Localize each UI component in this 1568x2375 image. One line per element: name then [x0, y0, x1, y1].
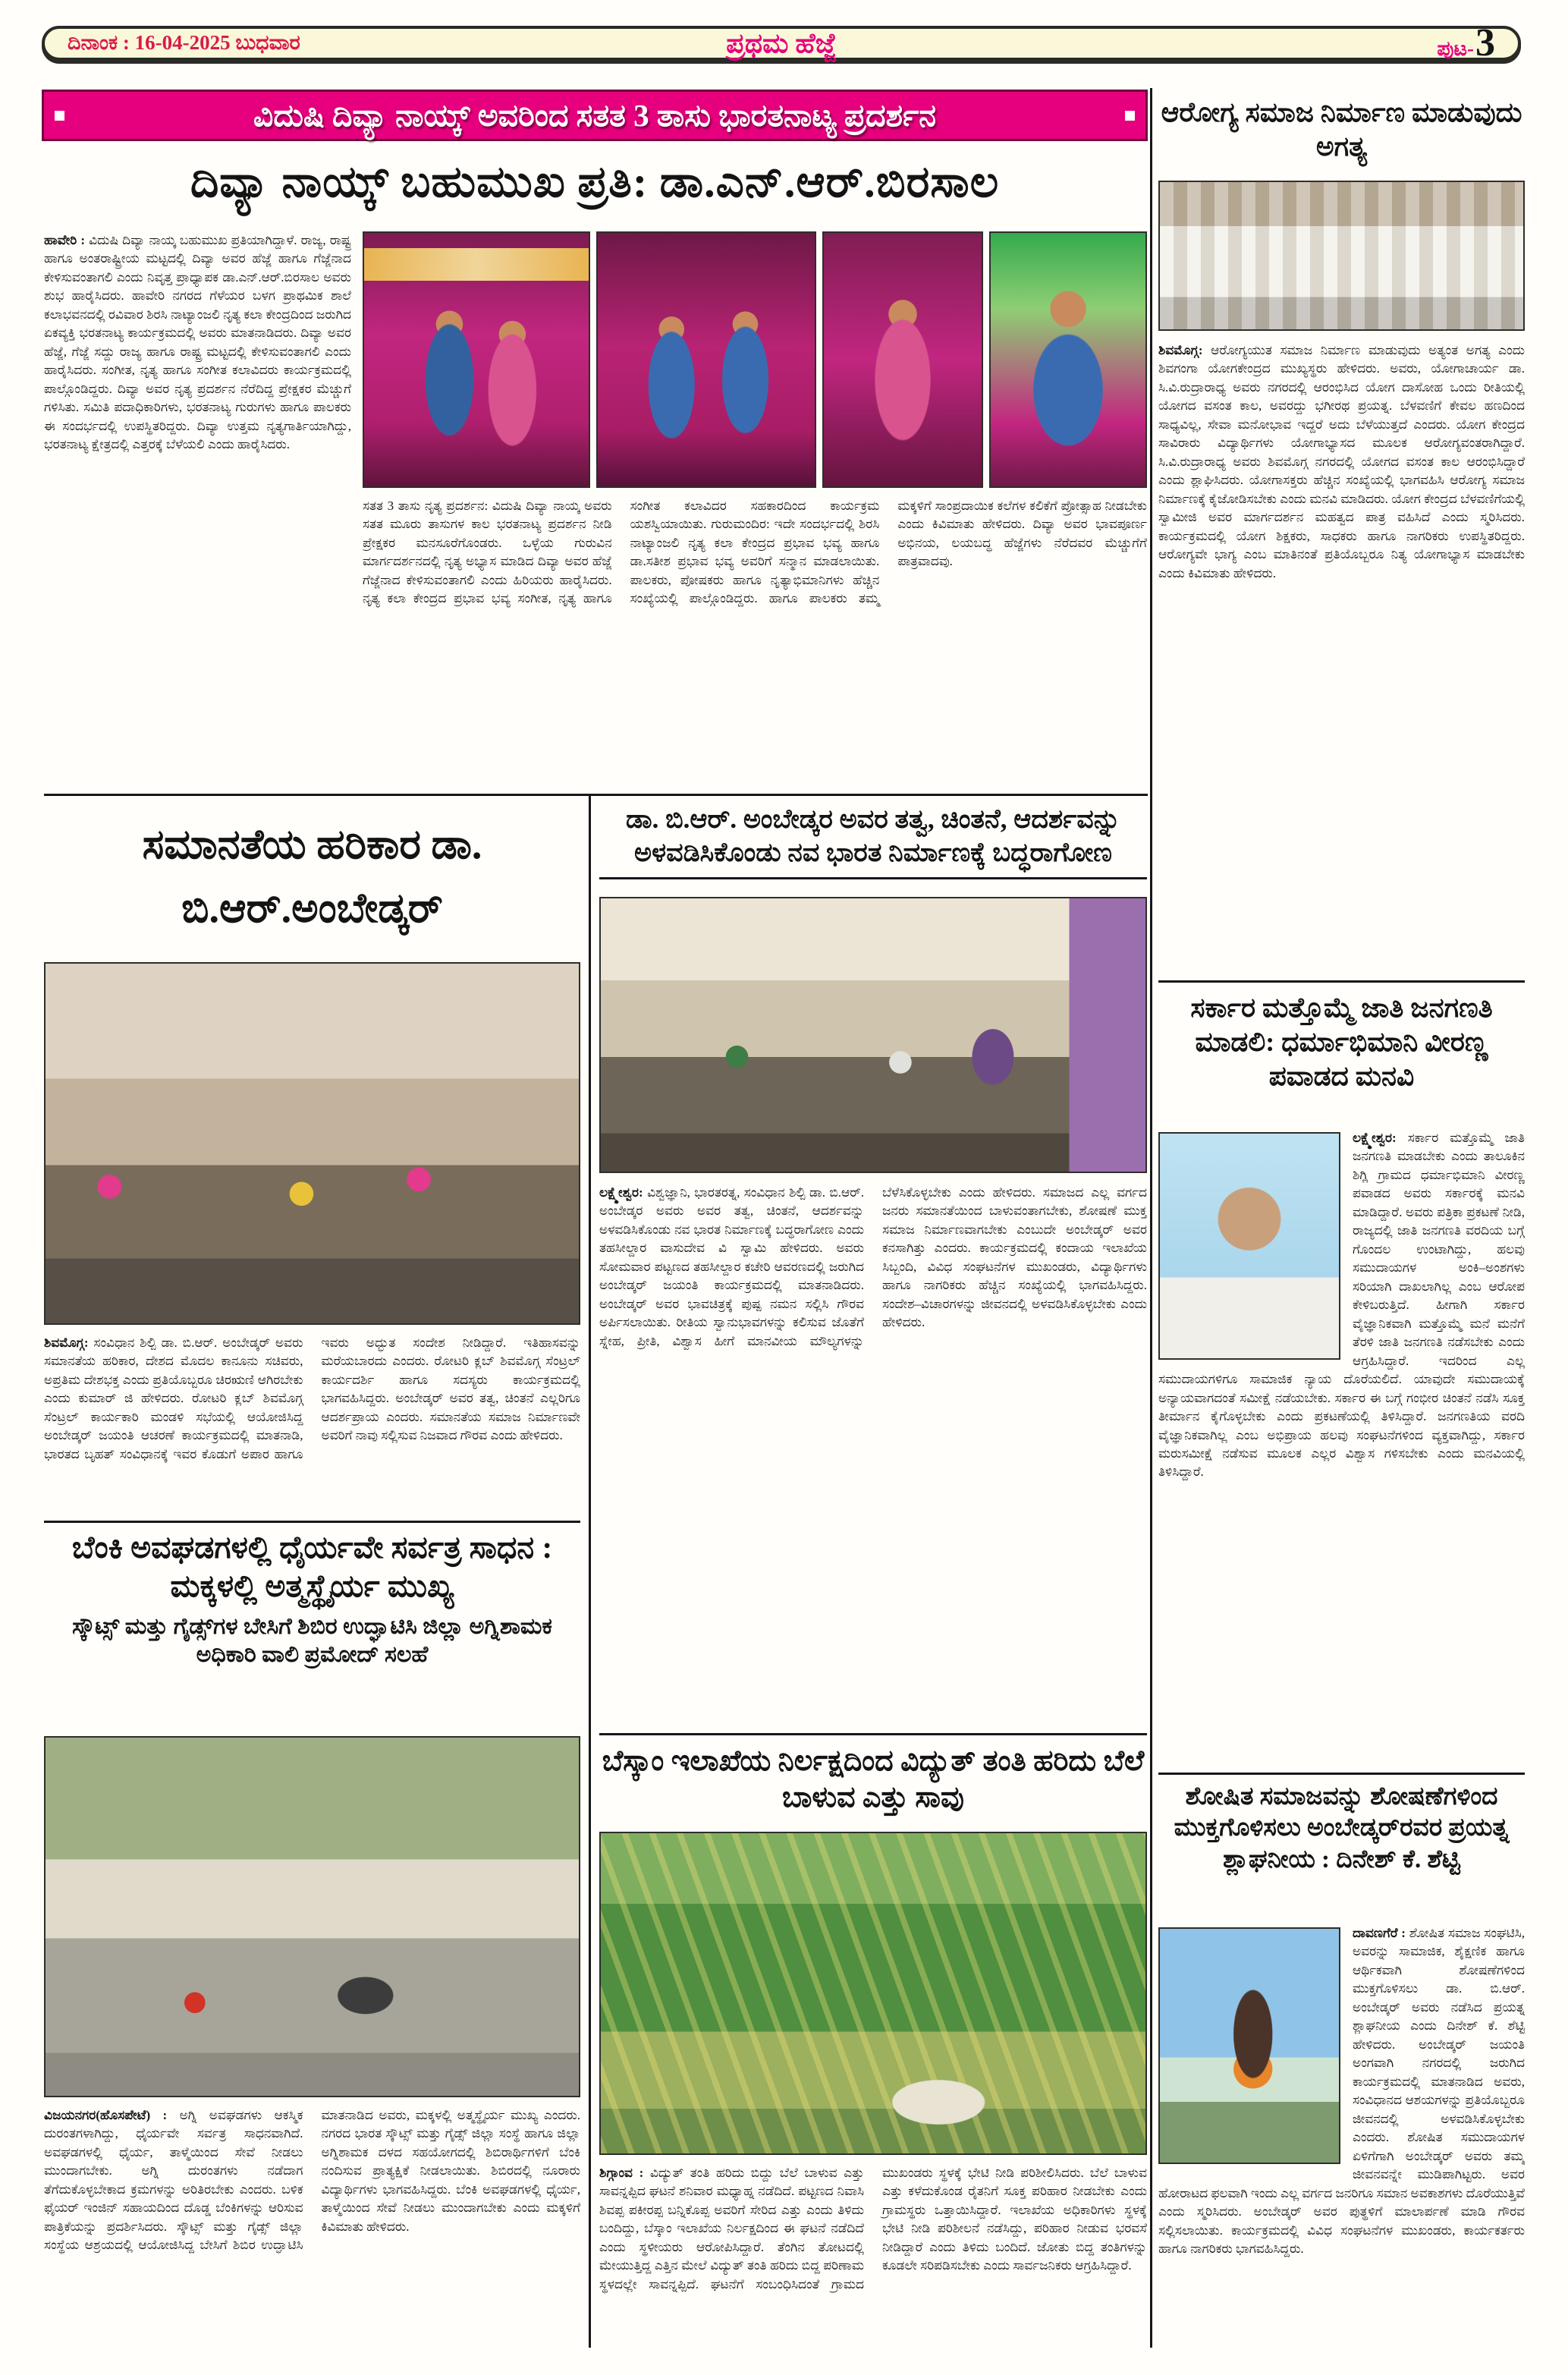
bottom-left-subhead: ಸ್ಕೌಟ್ಸ್ ಮತ್ತು ಗೈಡ್ಸ್‌ಗಳ ಬೇಸಿಗೆ ಶಿಬಿರ ಉದ್ಘಾಟಿಸಿ ಜಿಲ್ಲಾ ಅಗ್ನಿಶಾಮಕ ಅಧಿಕಾರಿ ವಾಲಿ ಪ್ರಮೋದ್ ಸಲಹೆ — [72, 1613, 552, 1667]
photo-rotary-meeting — [44, 962, 580, 1325]
bottom-right-dateline: ದಾವಣಗೆರೆ : — [1353, 1926, 1406, 1940]
bottom-left-headline: ಬೆಂಕಿ ಅವಘಡಗಳಲ್ಲಿ ಧೈರ್ಯವೇ ಸರ್ವತ್ರ ಸಾಧನ : ಮಕ್ಕಳಲ್ಲಿ ಅತ್ಮಸ್ಥೈರ್ಯ ಮುಖ್ಯ — [71, 1530, 553, 1604]
bottom-center-divider — [599, 1733, 1147, 1735]
bottom-left-dateline: ವಿಜಯನಗರ(ಹೊಸಪೇಟೆ) : — [44, 2108, 168, 2122]
center-body-text: ವಿಶ್ವಜ್ಞಾನಿ, ಭಾರತರತ್ನ, ಸಂವಿಧಾನ ಶಿಲ್ಪಿ ಡಾ. ಬಿ.ಆರ್. ಅಂಬೇಡ್ಕರ ಅವರು ಅವರ ತತ್ವ, ಚಿಂತನೆ, ಆದರ್ಶವನ್ನು ಅಳವಡಿಸಿಕೊಂಡು ನವ ಭಾರತ ನಿರ್ಮಾಣಕ್ಕೆ ಬದ್ಧರಾಗೋಣ ಎಂದು ತಹಸೀಲ್ದಾರ ವಾಸುದೇವ ವಿ ಸ್ವಾಮಿ ಹೇಳಿದರು. ಅವರು ಸೋಮವಾರ ಪಟ್ಟಣದ ತಹಸೀಲ್ದಾರ ಕಚೇರಿ ಆವರಣದಲ್ಲಿ ಜರುಗಿದ ಅಂಬೇಡ್ಕರ್ ಜಯಂತಿ ಕಾರ್ಯಕ್ರಮದಲ್ಲಿ ಮಾತನಾಡಿದರು. ಅಂಬೇಡ್ಕರ್ ಅವರ ಭಾವಚಿತ್ರಕ್ಕೆ ಪುಷ್ಪ ನಮನ ಸಲ್ಲಿಸಿ ಗೌರವ ಅರ್ಪಿಸಲಾಯಿತು. ರೀತಿಯ ಸ್ವಾನುಭಾವಗಳನ್ನು ಕಲಿಸುವ ಜೊತೆಗೆ ಸ್ನೇಹ, ಪ್ರೀತಿ, ವಿಶ್ವಾಸ ಹೀಗೆ ಮಾನವೀಯ ಮೌಲ್ಯಗಳನ್ನು ಬೆಳೆಸಿಕೊಳ್ಳಬೇಕು ಎಂದು ಹೇಳಿದರು. ಸಮಾಜದ ಎಲ್ಲ ವರ್ಗದ ಜನರು ಸಮಾನತೆಯಿಂದ ಬಾಳುವಂತಾಗಬೇಕು, ಶೋಷಣೆ ಮುಕ್ತ ಸಮಾಜ ನಿರ್ಮಾಣವಾಗಬೇಕು ಎಂಬುದೇ ಅಂಬೇಡ್ಕರ್ ಅವರ ಕನಸಾಗಿತ್ತು ಎಂದರು. ಕಾರ್ಯಕ್ರಮದಲ್ಲಿ ಕಂದಾಯ ಇಲಾಖೆಯ ಸಿಬ್ಬಂದಿ, ವಿವಿಧ ಸಂಘಟನೆಗಳ ಮುಖಂಡರು, ವಿದ್ಯಾರ್ಥಿಗಳು ಹಾಗೂ ನಾಗರಿಕರು ಹೆಚ್ಚಿನ ಸಂಖ್ಯೆಯಲ್ಲಿ ಭಾಗವಹಿಸಿದ್ದರು. ಸಂದೇಶ–ವಿಚಾರಗಳನ್ನು ಜೀವನದಲ್ಲಿ ಅಳವಡಿಸಿಕೊಳ್ಳಬೇಕು ಎಂದು ಹೇಳಿದರು. — [599, 1185, 1147, 1348]
photo-bharatanatyam-solo — [822, 231, 983, 488]
lead-headline: ದಿವ್ಯಾ ನಾಯ್ಕ್ ಬಹುಮುಖ ಪ್ರತಿ: ಡಾ.ಎನ್.ಆರ್.ಬಿರಸಾಲ — [190, 157, 1000, 206]
bottom-right-body-text: ಶೋಷಿತ ಸಮಾಜ ಸಂಘಟಿಸಿ, ಅವರನ್ನು ಸಾಮಾಜಿಕ, ಶೈಕ್ಷಣಿಕ ಹಾಗೂ ಆರ್ಥಿಕವಾಗಿ ಶೋಷಣೆಗಳಿಂದ ಮುಕ್ತಗೊಳಿಸಲು ಡಾ. ಬಿ.ಆರ್. ಅಂಬೇಡ್ಕರ್ ಅವರು ನಡೆಸಿದ ಪ್ರಯತ್ನ ಶ್ಲಾಘನೀಯ ಎಂದು ದಿನೇಶ್ ಕೆ. ಶೆಟ್ಟಿ ಹೇಳಿದರು. ಅಂಬೇಡ್ಕರ್ ಜಯಂತಿ ಅಂಗವಾಗಿ ನಗರದಲ್ಲಿ ಜರುಗಿದ ಕಾರ್ಯಕ್ರಮದಲ್ಲಿ ಮಾತನಾಡಿದ ಅವರು, ಸಂವಿಧಾನದ ಆಶಯಗಳನ್ನು ಪ್ರತಿಯೊಬ್ಬರೂ ಜೀವನದಲ್ಲಿ ಅಳವಡಿಸಿಕೊಳ್ಳಬೇಕು ಎಂದರು. ಶೋಷಿತ ಸಮುದಾಯಗಳ ಏಳಿಗೆಗಾಗಿ ಅಂಬೇಡ್ಕರ್ ಅವರು ತಮ್ಮ ಜೀವನವನ್ನೇ ಮುಡಿಪಾಗಿಟ್ಟರು. ಅವರ ಹೋರಾಟದ ಫಲವಾಗಿ ಇಂದು ಎಲ್ಲ ವರ್ಗದ ಜನರಿಗೂ ಸಮಾನ ಅವಕಾಶಗಳು ದೊರೆಯುತ್ತಿವೆ ಎಂದು ಸ್ಮರಿಸಿದರು. ಅಂಬೇಡ್ಕರ್ ಅವರ ಪುತ್ಥಳಿಗೆ ಮಾಲಾರ್ಪಣೆ ಮಾಡಿ ಗೌರವ ಸಲ್ಲಿಸಲಾಯಿತು. ಕಾರ್ಯಕ್ರಮದಲ್ಲಿ ವಿವಿಧ ಸಂಘಟನೆಗಳ ಮುಖಂಡರು, ಕಾರ್ಯಕರ್ತರು ಹಾಗೂ ನಾಗರಿಕರು ಭಾಗವಹಿಸಿದ್ದರು. — [1158, 1926, 1525, 2256]
lead-banner — [42, 90, 1148, 141]
mid-left-body — [44, 1334, 580, 1516]
photo-veeranna-portrait — [1158, 1132, 1340, 1360]
page-number — [1437, 21, 1495, 64]
bottom-right-body — [1158, 1924, 1525, 2346]
date-label: ದಿನಾಂಕ : 16-04-2025 ಬುಧವಾರ — [68, 31, 300, 54]
page-label: ಪುಟ- — [1437, 37, 1474, 60]
right-top-body-text: ಆರೋಗ್ಯಯುತ ಸಮಾಜ ನಿರ್ಮಾಣ ಮಾಡುವುದು ಅತ್ಯಂತ ಅಗತ್ಯ ಎಂದು ಶಿವಗಂಗಾ ಯೋಗಕೇಂದ್ರದ ಮುಖ್ಯಸ್ಥರು ಹೇಳಿದರು. ಅವರು, ಯೋಗಾಚಾರ್ಯ ಡಾ. ಸಿ.ವಿ.ರುದ್ರಾರಾಧ್ಯ ಅವರು ನಗರದಲ್ಲಿ ಆರಂಭಿಸಿದ ಯೋಗ ದಾಸೋಹ ಒಂದು ರೀತಿಯಲ್ಲಿ ಯೋಗದ ವಸಂತ ಕಾಲ, ಅವರದ್ದು ಭಗೀರಥ ಪ್ರಯತ್ನ. ಬೆಳವಣಿಗೆ ಕೇವಲ ಹಣದಿಂದ ಸಾಧ್ಯವಿಲ್ಲ, ಸೇವಾ ಮನೋಭಾವ ಇದ್ದರೆ ಅದು ಬೆಳೆಯುತ್ತದೆ ಎಂದರು. ಯೋಗ ಕೇಂದ್ರದ ಸಾವಿರಾರು ವಿದ್ಯಾರ್ಥಿಗಳು ಯೋಗಾಭ್ಯಾಸದ ಮೂಲಕ ಆರೋಗ್ಯವಂತರಾಗಿದ್ದಾರೆ. ಸಿ.ವಿ.ರುದ್ರಾರಾಧ್ಯ ಅವರು ಶಿವಮೊಗ್ಗ ನಗರದಲ್ಲಿ ಯೋಗದ ವಸಂತ ಕಾಲ ಆರಂಭಿಸಿದ್ದಾರೆ ಎಂದು ಶ್ಲಾಘಿಸಿದರು. ಯೋಗಾಸಕ್ತರು ಹೆಚ್ಚಿನ ಸಂಖ್ಯೆಯಲ್ಲಿ ಭಾಗವಹಿಸಿ ಆರೋಗ್ಯ ಸಮಾಜ ನಿರ್ಮಾಣಕ್ಕೆ ಕೈಜೋಡಿಸಬೇಕು ಎಂದು ಮನವಿ ಮಾಡಿದರು. ಯೋಗ ಕೇಂದ್ರದ ಬೆಳವಣಿಗೆಯಲ್ಲಿ ಸ್ವಾಮೀಜಿ ಅವರ ಮಾರ್ಗದರ್ಶನ ಮಹತ್ವದ ಪಾತ್ರ ವಹಿಸಿದೆ ಎಂದು ಸ್ಮರಿಸಿದರು. ಕಾರ್ಯಕ್ರಮದಲ್ಲಿ ಯೋಗ ಶಿಕ್ಷಕರು, ಸಾಧಕರು ಹಾಗೂ ನಾಗರಿಕರು ಉಪಸ್ಥಿತರಿದ್ದರು. ಆರೋಗ್ಯವೇ ಭಾಗ್ಯ ಎಂಬ ಮಾತಿನಂತೆ ಪ್ರತಿಯೊಬ್ಬರೂ ನಿತ್ಯ ಯೋಗಾಭ್ಯಾಸ ಮಾಡಬೇಕು ಎಂದು ಕಿವಿಮಾತು ಹೇಳಿದರು. — [1158, 343, 1525, 580]
mid-left-body-text: ಸಂವಿಧಾನ ಶಿಲ್ಪಿ ಡಾ. ಬಿ.ಆರ್. ಅಂಬೇಡ್ಕರ್ ಅವರು ಸಮಾನತೆಯ ಹರಿಕಾರ, ದೇಶದ ಮೊದಲ ಕಾನೂನು ಸಚಿವರು, ಅಪ್ರತಿಮ ದೇಶಭಕ್ತ ಎಂದು ಪ್ರತಿಯೊಬ್ಬರೂ ಚಿರಋಣಿ ಆಗಿರಬೇಕು ಎಂದು ಕುಮಾರ್ ಜಿ ಹೇಳಿದರು. ರೋಟರಿ ಕ್ಲಬ್ ಶಿವಮೊಗ್ಗ ಸೆಂಟ್ರಲ್ ಕಾರ್ಯಕಾರಿ ಮಂಡಳಿ ಸಭೆಯಲ್ಲಿ ಆಯೋಜಿಸಿದ್ದ ಅಂಬೇಡ್ಕರ್ ಜಯಂತಿ ಆಚರಣೆ ಕಾರ್ಯಕ್ರಮದಲ್ಲಿ ಮಾತನಾಡಿ, ಭಾರತದ ಬೃಹತ್ ಸಂವಿಧಾನಕ್ಕೆ ಇವರ ಕೊಡುಗೆ ಅಪಾರ ಹಾಗೂ ಇವರು ಅದ್ಭುತ ಸಂದೇಶ ನೀಡಿದ್ದಾರೆ. ಇತಿಹಾಸವನ್ನು ಮರೆಯಬಾರದು ಎಂದರು. ರೋಟರಿ ಕ್ಲಬ್ ಶಿವಮೊಗ್ಗ ಸೆಂಟ್ರಲ್ ಕಾರ್ಯದರ್ಶಿ ಹಾಗೂ ಸದಸ್ಯರು ಕಾರ್ಯಕ್ರಮದಲ್ಲಿ ಭಾಗವಹಿಸಿದ್ದರು. ಅಂಬೇಡ್ಕರ್ ಅವರ ತತ್ವ, ಚಿಂತನೆ ಎಲ್ಲರಿಗೂ ಆದರ್ಶಪ್ರಾಯ ಎಂದರು. ಸಮಾನತೆಯ ಸಮಾಜ ನಿರ್ಮಾಣವೇ ಅವರಿಗೆ ನಾವು ಸಲ್ಲಿಸುವ ನಿಜವಾದ ಗೌರವ ಎಂದು ಹೇಳಿದರು. — [44, 1335, 580, 1461]
bottom-right-headline: ಶೋಷಿತ ಸಮಾಜವನ್ನು ಶೋಷಣೆಗಳಿಂದ ಮುಕ್ತಗೊಳಿಸಲು ಅಂಬೇಡ್ಕರ್‌ರವರ ಪ್ರಯತ್ನ ಶ್ಲಾಘನೀಯ : ದಿನೇಶ್ ಕೆ. ಶೆಟ್ಟಿ — [1174, 1783, 1510, 1873]
right-bottom-divider — [1158, 1773, 1525, 1775]
center-body — [599, 1184, 1147, 1729]
photo-dancer-closeup — [989, 231, 1147, 488]
right-caste-dateline: ಲಕ್ಷ್ಮೇಶ್ವರ: — [1353, 1131, 1397, 1145]
right-caste-headline: ಸರ್ಕಾರ ಮತ್ತೊಮ್ಮೆ ಜಾತಿ ಜನಗಣತಿ ಮಾಡಲಿ: ಧರ್ಮಾಭಿಮಾನಿ ವೀರಣ್ಣ ಪವಾಡದ ಮನವಿ — [1190, 992, 1493, 1091]
bottom-left-body — [44, 2106, 580, 2346]
page-number-value: 3 — [1475, 21, 1495, 64]
center-headline: ಡಾ. ಬಿ.ಆರ್. ಅಂಬೇಡ್ಕರ ಅವರ ತತ್ವ, ಚಿಂತನೆ, ಆದರ್ಶವನ್ನು ಅಳವಡಿಸಿಕೊಂಡು ನವ ಭಾರತ ನಿರ್ಮಾಣಕ್ಕೆ ಬದ್ಧರಾಗೋಣ — [599, 803, 1147, 879]
bottom-center-headline: ಬೆಸ್ಕಾಂ ಇಲಾಖೆಯ ನಿರ್ಲಕ್ಷದಿಂದ ವಿದ್ಯುತ್ ತಂತಿ ಹರಿದು ಬೆಲೆ ಬಾಳುವ ಎತ್ತು ಸಾವು — [602, 1745, 1145, 1813]
lead-body-left-text: ವಿದುಷಿ ದಿವ್ಯಾ ನಾಯ್ಕ ಬಹುಮುಖ ಪ್ರತಿಯಾಗಿದ್ದಾಳೆ. ರಾಜ್ಯ, ರಾಷ್ಟ್ರ ಹಾಗೂ ಅಂತರಾಷ್ಟ್ರೀಯ ಮಟ್ಟದಲ್ಲಿ ದಿವ್ಯಾ ಅವರ ಹೆಜ್ಜೆ ಹಾಗೂ ಗೆಜ್ಜೆನಾದ ಕೇಳಿಸುವಂತಾಗಲಿ ಎಂದು ನಿವೃತ್ತ ಪ್ರಾಧ್ಯಾಪಕ ಡಾ.ಎನ್.ಆರ್.ಬಿರಸಾಲ ಅವರು ಶುಭ ಹಾರೈಸಿದರು. ಹಾವೇರಿ ನಗರದ ಗೆಳೆಯರ ಬಳಗ ಪ್ರಾಥಮಿಕ ಶಾಲೆ ಕಲಾಭವನದಲ್ಲಿ ರವಿವಾರ ಶಿರಸಿ ನಾಟ್ಯಾಂಜಲಿ ನೃತ್ಯ ಕಲಾ ಕೇಂದ್ರದಿಂದ ಜರುಗಿದ ಏಕವ್ಯಕ್ತಿ ಭರತನಾಟ್ಯ ಕಾರ್ಯಕ್ರಮದಲ್ಲಿ ಅವರು ಮಾತನಾಡಿದರು. ದಿವ್ಯಾ ಅವರ ಹೆಜ್ಜೆ, ಗೆಜ್ಜೆ ಸದ್ದು ರಾಜ್ಯ ಹಾಗೂ ರಾಷ್ಟ್ರ ಮಟ್ಟದಲ್ಲಿ ಕೇಳಿಸುವಂತಾಗಲಿ ಎಂದು ಹಾರೈಸಿದರು. ಸಂಗೀತ, ನೃತ್ಯ ಹಾಗೂ ಸಂಗೀತ ಕಲಾವಿದರು ಕಾರ್ಯಕ್ರಮದಲ್ಲಿ ಪಾಲ್ಗೊಂಡಿದ್ದರು. ದಿವ್ಯಾ ಅವರ ನೃತ್ಯ ಪ್ರದರ್ಶನ ನೆರೆದಿದ್ದ ಪ್ರೇಕ್ಷಕರ ಮೆಚ್ಚುಗೆ ಗಳಿಸಿತು. ಸಮಿತಿ ಪದಾಧಿಕಾರಿಗಳು, ಭರತನಾಟ್ಯ ಗುರುಗಳು ಹಾಗೂ ಪಾಲಕರು ಈ ಸಂದರ್ಭದಲ್ಲಿ ಉಪಸ್ಥಿತರಿದ್ದರು. ದಿವ್ಯಾ ಉತ್ತಮ ನೃತ್ಯಗಾರ್ತಿಯಾಗಿದ್ದು, ಭರತನಾಟ್ಯ ಕ್ಷೇತ್ರದಲ್ಲಿ ಎತ್ತರಕ್ಕೆ ಬೆಳೆಯಲಿ ಎಂದು ಹಾರೈಸಿದರು. — [44, 233, 351, 452]
bottom-left-body-text: ಅಗ್ನಿ ಅವಘಡಗಳು ಆಕಸ್ಮಿಕ ದುರಂತಗಳಾಗಿದ್ದು, ಧೈರ್ಯವೇ ಸರ್ವತ್ರ ಸಾಧನವಾಗಿದೆ. ಅವಘಡಗಳಲ್ಲಿ ಧೈರ್ಯ, ತಾಳ್ಮೆಯಿಂದ ಸೇವೆ ನೀಡಲು ಮುಂದಾಗಬೇಕು. ಅಗ್ನಿ ದುರಂತಗಳು ನಡೆದಾಗ ತೆಗೆದುಕೊಳ್ಳಬೇಕಾದ ಕ್ರಮಗಳನ್ನು ಅರಿತಿರಬೇಕು ಎಂದರು. ಬಳಿಕ ಫೈಯರ್ ಇಂಜಿನ್ ಸಹಾಯದಿಂದ ದೊಡ್ಡ ಬೆಂಕಿಗಳನ್ನು ಆರಿಸುವ ಪಾತ್ರಿಕೆಯನ್ನು ಪ್ರದರ್ಶಿಸಿದರು. ಸ್ಕೌಟ್ಸ್ ಮತ್ತು ಗೈಡ್ಸ್ ಜಿಲ್ಲಾ ಸಂಸ್ಥೆಯ ಆಶ್ರಯದಲ್ಲಿ ಆಯೋಜಿಸಿದ್ದ ಬೇಸಿಗೆ ಶಿಬಿರ ಉದ್ಘಾಟಿಸಿ ಮಾತನಾಡಿದ ಅವರು, ಮಕ್ಕಳಲ್ಲಿ ಅತ್ಮಸ್ಥೈರ್ಯ ಮುಖ್ಯ ಎಂದರು. ನಗರದ ಭಾರತ ಸ್ಕೌಟ್ಸ್ ಮತ್ತು ಗೈಡ್ಸ್ ಜಿಲ್ಲಾ ಸಂಸ್ಥೆ ಹಾಗೂ ಜಿಲ್ಲಾ ಅಗ್ನಿಶಾಮಕ ದಳದ ಸಹಯೋಗದಲ್ಲಿ ಶಿಬಿರಾರ್ಥಿಗಳಿಗೆ ಬೆಂಕಿ ನಂದಿಸುವ ಪ್ರಾತ್ಯಕ್ಷಿಕೆ ನೀಡಲಾಯಿತು. ಶಿಬಿರದಲ್ಲಿ ನೂರಾರು ವಿದ್ಯಾರ್ಥಿಗಳು ಭಾಗವಹಿಸಿದ್ದರು. ಬೆಂಕಿ ಅವಘಡಗಳಲ್ಲಿ ಧೈರ್ಯ, ತಾಳ್ಮೆಯಿಂದ ಸೇವೆ ನೀಡಲು ಮುಂದಾಗಬೇಕು ಎಂದು ಮಕ್ಕಳಿಗೆ ಕಿವಿಮಾತು ಹೇಳಿದರು. — [44, 2108, 580, 2253]
center-dateline: ಲಕ್ಷ್ಮೇಶ್ವರ: — [599, 1185, 643, 1200]
mid-left-headline: ಸಮಾನತೆಯ ಹರಿಕಾರ ಡಾ. ಬಿ.ಆರ್.ಅಂಬೇಡ್ಕರ್ — [142, 822, 482, 931]
photo-ambedkar-tribute — [599, 897, 1147, 1173]
lead-photo-strip — [363, 231, 1147, 488]
bottom-left-divider — [44, 1521, 580, 1523]
edition-title: ಪ್ರಥಮ ಹೆಜ್ಜೆ — [726, 27, 837, 58]
masthead — [42, 21, 1521, 64]
bottom-center-body-text: ವಿದ್ಯುತ್ ತಂತಿ ಹರಿದು ಬಿದ್ದು ಬೆಲೆ ಬಾಳುವ ಎತ್ತು ಸಾವನ್ನಪ್ಪಿದ ಘಟನೆ ಶನಿವಾರ ಮಧ್ಯಾಹ್ನ ನಡೆದಿದೆ. ಪಟ್ಟಣದ ನಿವಾಸಿ ಶಿವಪ್ಪ ಪಕೀರಪ್ಪ ಬನ್ನಿಕೊಪ್ಪ ಅವರಿಗೆ ಸೇರಿದ ಎತ್ತು ಎಂದು ತಿಳಿದು ಬಂದಿದ್ದು, ಬೆಸ್ಕಾಂ ಇಲಾಖೆಯ ನಿರ್ಲಕ್ಷದಿಂದ ಈ ಘಟನೆ ನಡೆದಿದೆ ಎಂದು ಸ್ಥಳೀಯರು ಆರೋಪಿಸಿದ್ದಾರೆ. ತೆಂಗಿನ ತೋಟದಲ್ಲಿ ಮೇಯುತ್ತಿದ್ದ ಎತ್ತಿನ ಮೇಲೆ ವಿದ್ಯುತ್ ತಂತಿ ಹರಿದು ಬಿದ್ದ ಪರಿಣಾಮ ಸ್ಥಳದಲ್ಲೇ ಸಾವನ್ನಪ್ಪಿದೆ. ಘಟನೆಗೆ ಸಂಬಂಧಿಸಿದಂತೆ ಗ್ರಾಮದ ಮುಖಂಡರು ಸ್ಥಳಕ್ಕೆ ಭೇಟಿ ನೀಡಿ ಪರಿಶೀಲಿಸಿದರು. ಬೆಲೆ ಬಾಳುವ ಎತ್ತು ಕಳೆದುಕೊಂಡ ರೈತನಿಗೆ ಸೂಕ್ತ ಪರಿಹಾರ ನೀಡಬೇಕು ಎಂದು ಗ್ರಾಮಸ್ಥರು ಒತ್ತಾಯಿಸಿದ್ದಾರೆ. ಇಲಾಖೆಯ ಅಧಿಕಾರಿಗಳು ಸ್ಥಳಕ್ಕೆ ಭೇಟಿ ನೀಡಿ ಪರಿಶೀಲನೆ ನಡೆಸಿದ್ದು, ಪರಿಹಾರ ನೀಡುವ ಭರವಸೆ ನೀಡಿದ್ದಾರೆ ಎಂದು ತಿಳಿದು ಬಂದಿದೆ. ಜೋತು ಬಿದ್ದ ತಂತಿಗಳನ್ನು ಕೂಡಲೇ ಸರಿಪಡಿಸಬೇಕು ಎಂದು ಸಾರ್ವಜನಿಕರು ಆಗ್ರಹಿಸಿದ್ದಾರೆ. — [599, 2166, 1147, 2292]
lead-body-lower-columns: ಸತತ 3 ತಾಸು ನೃತ್ಯ ಪ್ರದರ್ಶನ: ವಿದುಷಿ ದಿವ್ಯಾ ನಾಯ್ಕ ಅವರು ಸತತ ಮೂರು ತಾಸುಗಳ ಕಾಲ ಭರತನಾಟ್ಯ ಪ್ರದರ್ಶನ ನೀಡಿ ಪ್ರೇಕ್ಷಕರ ಮನಸೂರೆಗೊಂಡರು. ಒಳ್ಳೆಯ ಗುರುವಿನ ಮಾರ್ಗದರ್ಶನದಲ್ಲಿ ನೃತ್ಯ ಅಭ್ಯಾಸ ಮಾಡಿದ ದಿವ್ಯಾ ಅವರ ಹೆಜ್ಜೆ ಗೆಜ್ಜೆನಾದ ಕೇಳಿಸುವಂತಾಗಲಿ ಎಂದು ಹಿರಿಯರು ಹಾರೈಸಿದರು. ನೃತ್ಯ ಕಲಾ ಕೇಂದ್ರದ ಪ್ರಭಾವ ಭವ್ಯ ಸಂಗೀತ, ನೃತ್ಯ ಹಾಗೂ ಸಂಗೀತ ಕಲಾವಿದರ ಸಹಕಾರದಿಂದ ಕಾರ್ಯಕ್ರಮ ಯಶಸ್ವಿಯಾಯಿತು. ಗುರುಮಂದಿರ: ಇದೇ ಸಂದರ್ಭದಲ್ಲಿ ಶಿರಸಿ ನಾಟ್ಯಾಂಜಲಿ ನೃತ್ಯ ಕಲಾ ಕೇಂದ್ರದ ಪ್ರಭಾವ ಭವ್ಯ ಹಾಗೂ ಡಾ.ಸತೀಶ ಪ್ರಭಾವ ಭವ್ಯ ಅವರಿಗೆ ಸನ್ಮಾನ ಮಾಡಲಾಯಿತು. ಪಾಲಕರು, ಪೋಷಕರು ಹಾಗೂ ನೃತ್ಯಾಭಿಮಾನಿಗಳು ಹೆಚ್ಚಿನ ಸಂಖ್ಯೆಯಲ್ಲಿ ಪಾಲ್ಗೊಂಡಿದ್ದರು. ಹಾಗೂ ಪಾಲಕರು ತಮ್ಮ ಮಕ್ಕಳಿಗೆ ಸಾಂಪ್ರದಾಯಿಕ ಕಲೆಗಳ ಕಲಿಕೆಗೆ ಪ್ರೋತ್ಸಾಹ ನೀಡಬೇಕು ಎಂದು ಕಿವಿಮಾತು ಹೇಳಿದರು. ದಿವ್ಯಾ ಅವರ ಭಾವಪೂರ್ಣ ಅಭಿನಯ, ಲಯಬದ್ಧ ಹೆಜ್ಜೆಗಳು ನೆರೆದವರ ಮೆಚ್ಚುಗೆಗೆ ಪಾತ್ರವಾದವು. — [363, 499, 1147, 606]
lead-banner-text: ವಿದುಷಿ ದಿವ್ಯಾ ನಾಯ್ಕ್ ಅವರಿಂದ ಸತತ 3 ತಾಸು ಭಾರತನಾಟ್ಯ ಪ್ರದರ್ಶನ — [253, 97, 937, 133]
lead-body-left-column — [44, 231, 351, 789]
right-top-body — [1158, 341, 1525, 975]
right-caste-body-text: ಸರ್ಕಾರ ಮತ್ತೊಮ್ಮೆ ಜಾತಿ ಜನಗಣತಿ ಮಾಡಬೇಕು ಎಂದು ತಾಲೂಕಿನ ಶಿಗ್ಲಿ ಗ್ರಾಮದ ಧರ್ಮಾಭಿಮಾನಿ ವೀರಣ್ಣ ಪವಾಡದ ಅವರು ಸರ್ಕಾರಕ್ಕೆ ಮನವಿ ಮಾಡಿದ್ದಾರೆ. ಅವರು ಪತ್ರಿಕಾ ಪ್ರಕಟಣೆ ನೀಡಿ, ರಾಜ್ಯದಲ್ಲಿ ಜಾತಿ ಜನಗಣತಿ ವರದಿಯ ಬಗ್ಗೆ ಗೊಂದಲ ಉಂಟಾಗಿದ್ದು, ಹಲವು ಸಮುದಾಯಗಳ ಅಂಕಿ–ಅಂಶಗಳು ಸರಿಯಾಗಿ ದಾಖಲಾಗಿಲ್ಲ ಎಂಬ ಆರೋಪ ಕೇಳಿಬರುತ್ತಿದೆ. ಹೀಗಾಗಿ ಸರ್ಕಾರ ವೈಜ್ಞಾನಿಕವಾಗಿ ಮತ್ತೊಮ್ಮೆ ಮನೆ ಮನೆಗೆ ತೆರಳಿ ಜಾತಿ ಜನಗಣತಿ ನಡೆಸಬೇಕು ಎಂದು ಆಗ್ರಹಿಸಿದ್ದಾರೆ. ಇದರಿಂದ ಎಲ್ಲ ಸಮುದಾಯಗಳಿಗೂ ಸಾಮಾಜಿಕ ನ್ಯಾಯ ದೊರೆಯಲಿದೆ. ಯಾವುದೇ ಸಮುದಾಯಕ್ಕೆ ಅನ್ಯಾಯವಾಗದಂತೆ ಸಮೀಕ್ಷೆ ನಡೆಯಬೇಕು. ಸರ್ಕಾರ ಈ ಬಗ್ಗೆ ಗಂಭೀರ ಚಿಂತನೆ ನಡೆಸಿ ಸೂಕ್ತ ತೀರ್ಮಾನ ಕೈಗೊಳ್ಳಬೇಕು ಎಂದು ಪ್ರಕಟಣೆಯಲ್ಲಿ ತಿಳಿಸಿದ್ದಾರೆ. ಜನಗಣತಿಯ ವರದಿ ವೈಜ್ಞಾನಿಕವಾಗಿಲ್ಲ ಎಂಬ ಅಭಿಪ್ರಾಯ ಹಲವು ಸಂಘಟನೆಗಳಿಂದ ವ್ಯಕ್ತವಾಗಿದ್ದು, ಸರ್ಕಾರ ಮರುಸಮೀಕ್ಷೆ ನಡೆಸುವ ಮೂಲಕ ಎಲ್ಲರ ವಿಶ್ವಾಸ ಗಳಿಸಬೇಕು ಎಂದು ಮನವಿಯಲ್ಲಿ ತಿಳಿಸಿದ್ದಾರೆ. — [1158, 1131, 1525, 1480]
bottom-center-body — [599, 2164, 1147, 2346]
photo-yoga-group — [1158, 181, 1525, 331]
banner-ornament-right — [1125, 111, 1135, 121]
mid-left-dateline: ಶಿವಮೊಗ್ಗ: — [44, 1335, 89, 1350]
photo-ambedkar-statue — [1158, 1927, 1340, 2164]
right-caste-body — [1158, 1129, 1525, 1766]
bottom-center-dateline: ಶಿಗ್ಗಾಂವ : — [599, 2166, 644, 2180]
right-top-dateline: ಶಿವಮೊಗ್ಗ: — [1158, 343, 1203, 357]
photo-dead-ox-grove — [599, 1832, 1147, 2155]
photo-bharatanatyam-duo-1 — [363, 231, 590, 488]
mid-section-divider — [44, 794, 1148, 796]
photo-fire-demo — [44, 1736, 580, 2097]
left-center-divider — [589, 795, 591, 2348]
main-right-divider — [1150, 88, 1152, 2348]
photo-bharatanatyam-duo-2 — [596, 231, 816, 488]
lead-dateline: ಹಾವೇರಿ : — [44, 233, 86, 247]
bottom-left-headline-block — [44, 1528, 580, 1669]
banner-ornament-left — [55, 111, 64, 121]
right-top-headline: ಆರೋಗ್ಯ ಸಮಾಜ ನಿರ್ಮಾಣ ಮಾಡುವುದು ಅಗತ್ಯ — [1161, 97, 1522, 162]
right-mid-divider — [1158, 980, 1525, 983]
